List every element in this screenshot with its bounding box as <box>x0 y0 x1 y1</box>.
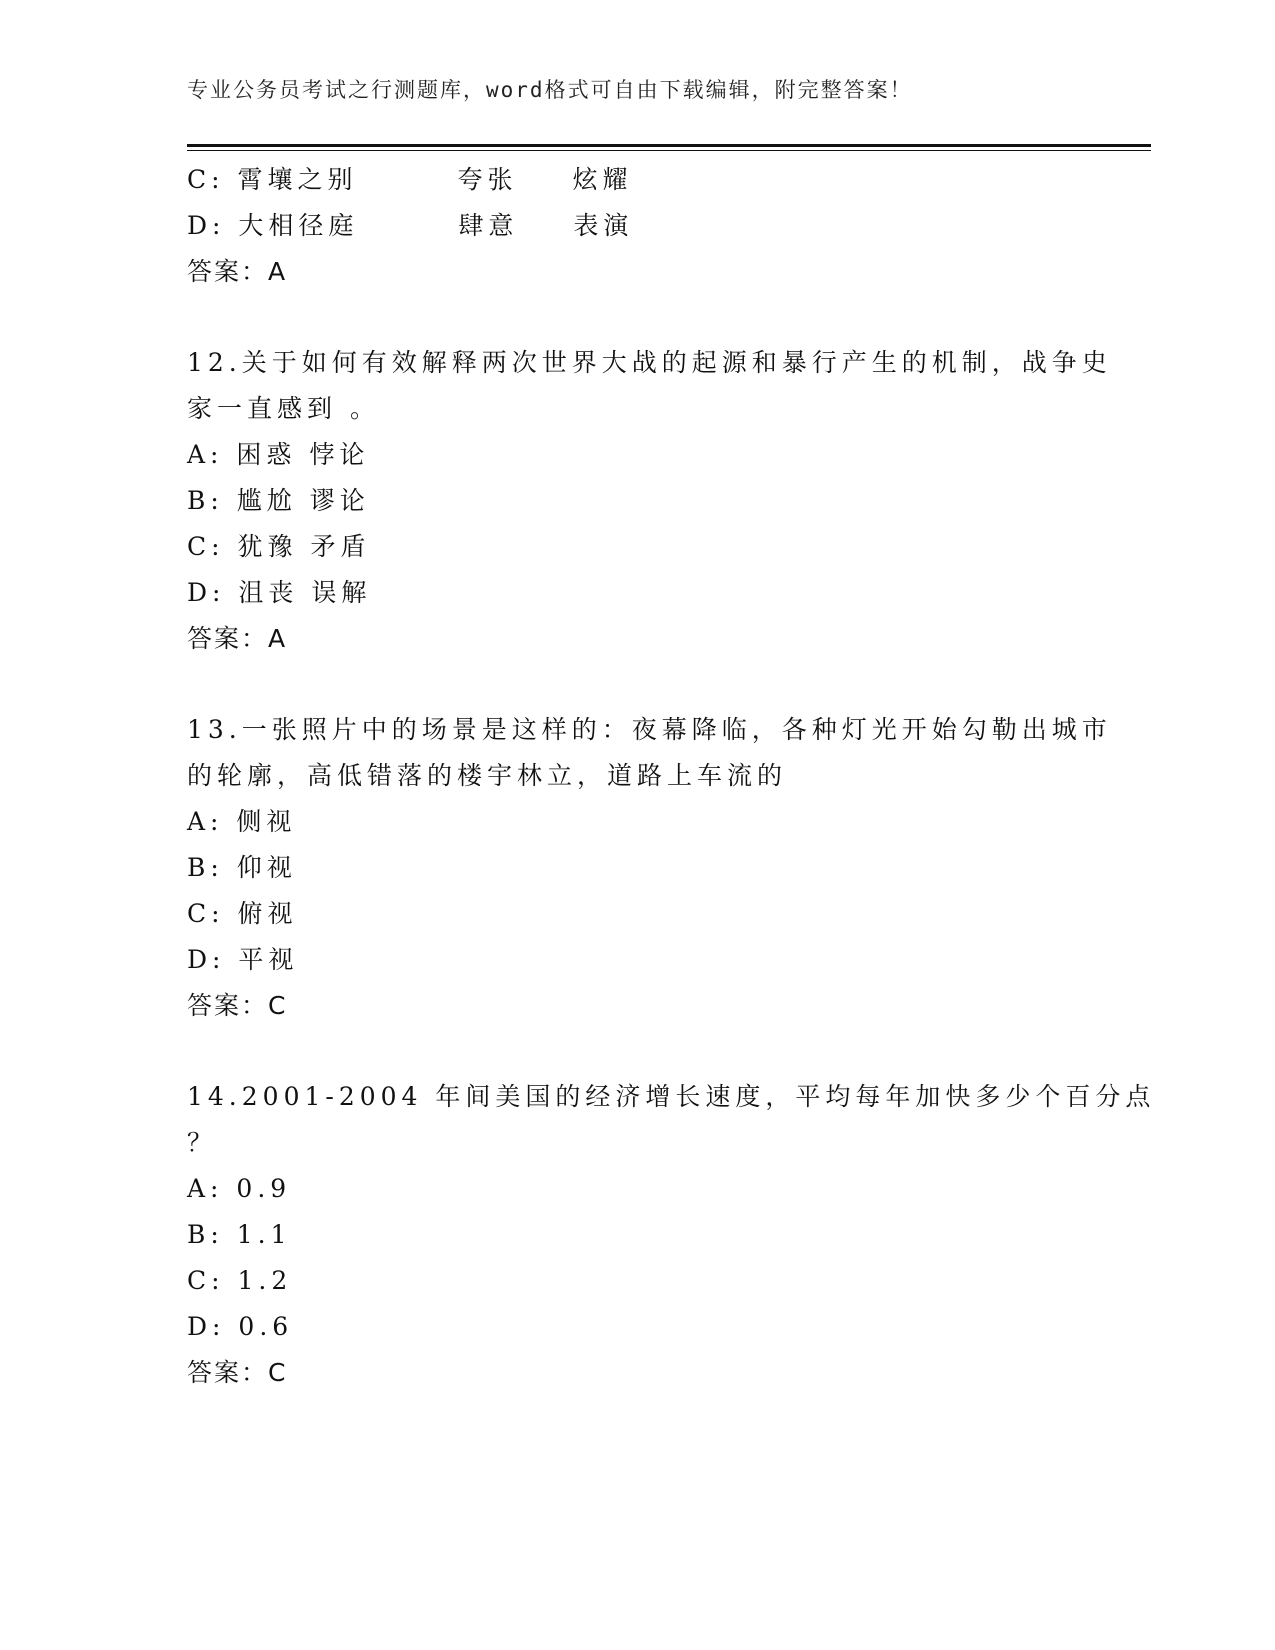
option-item: 表演 <box>573 211 634 240</box>
option-c: C: 犹豫 矛盾 <box>187 532 371 561</box>
option-item: 夸张 <box>457 165 518 194</box>
header-rule-thin <box>187 150 1151 151</box>
page-header: 专业公务员考试之行测题库，word格式可自由下载编辑，附完整答案！ <box>187 78 913 102</box>
option-line <box>187 203 1087 249</box>
question-stem: 家一直感到 。 <box>187 394 380 423</box>
option-c: C: 俯视 <box>187 899 298 928</box>
option-a: A: 困惑 悖论 <box>187 440 370 469</box>
option-d: D: 0.6 <box>187 1312 294 1341</box>
question-stem: 12.关于如何有效解释两次世界大战的起源和暴行产生的机制，战争史 <box>187 348 1112 377</box>
option-d: D: 平视 <box>187 945 299 974</box>
option-label: C: <box>187 165 225 194</box>
option-c: C: 1.2 <box>187 1266 293 1295</box>
header-rule-thick <box>187 144 1151 147</box>
question-stem: ？ <box>187 1128 218 1157</box>
option-item: 肆意 <box>458 211 519 240</box>
question-content <box>187 157 1156 1396</box>
answer-line: 答案：C <box>187 1358 288 1387</box>
option-d: D: 沮丧 误解 <box>187 578 372 607</box>
option-b: B: 1.1 <box>187 1220 292 1249</box>
question-stem: 13.一张照片中的场景是这样的：夜幕降临，各种灯光开始勾勒出城市 <box>187 715 1112 744</box>
option-item: 炫耀 <box>572 165 633 194</box>
option-item: 霄壤之别 <box>237 165 358 194</box>
answer-line: 答案：C <box>187 991 288 1020</box>
question-stem: 的轮廓，高低错落的楼宇林立，道路上车流的 <box>187 761 788 790</box>
option-line <box>187 157 1087 203</box>
option-label: D: <box>187 211 226 240</box>
answer-line: 答案：A <box>187 257 288 286</box>
option-b: B: 尴尬 谬论 <box>187 486 370 515</box>
option-b: B: 仰视 <box>187 853 297 882</box>
option-a: A: 侧视 <box>187 807 297 836</box>
option-item: 大相径庭 <box>238 211 359 240</box>
answer-line: 答案：A <box>187 624 288 653</box>
question-stem: 14.2001-2004 年间美国的经济增长速度，平均每年加快多少个百分点 <box>187 1082 1156 1111</box>
option-a: A: 0.9 <box>187 1174 292 1203</box>
